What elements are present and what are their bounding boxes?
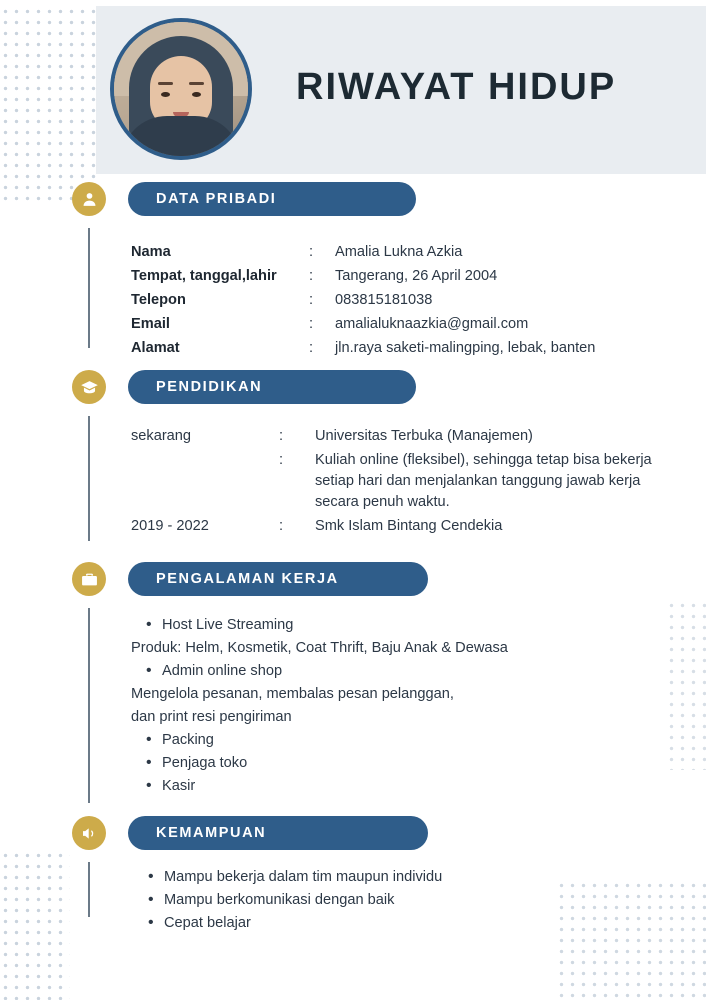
experience-items-2 [131,660,671,683]
table-row [131,288,595,312]
speaker-icon [72,816,106,850]
graduation-cap-icon [72,370,106,404]
avatar-eye-right [192,92,201,97]
row-separator: : [279,517,284,534]
row-separator: : [309,339,314,356]
dot-pattern-right [666,600,706,770]
row-value: 083815181038 [335,291,433,308]
row-label: Email [131,315,170,332]
table-row [131,514,671,538]
row-label: Alamat [131,339,180,356]
row-value: Smk Islam Bintang Cendekia [315,517,503,534]
section-title-data-pribadi: DATA PRIBADI [128,182,416,216]
divider-data-pribadi [88,228,90,348]
experience-note: Produk: Helm, Kosmetik, Coat Thrift, Baju Anak & Dewasa [131,640,508,656]
table-row [131,240,595,264]
briefcase-icon [72,562,106,596]
list-item: • Mampu bekerja dalam tim maupun individu [148,866,668,889]
dot-pattern-top-left [0,6,96,206]
personal-data-table [131,240,595,360]
row-separator: : [309,291,314,308]
row-value: Amalia Lukna Azkia [335,243,463,260]
row-separator: : [279,427,284,444]
divider-pengalaman [88,608,90,803]
education-table [131,424,671,538]
row-label: Tempat, tanggal,lahir [131,267,277,284]
dot-pattern-bottom-left [0,850,70,1000]
table-row [131,264,595,288]
row-label: Telepon [131,291,186,308]
row-label [131,448,279,514]
row-value: amalialuknaazkia@gmail.com [335,315,529,332]
row-separator: : [279,451,284,468]
avatar-eye-left [161,92,170,97]
row-label: sekarang [131,427,192,444]
list-item: • Kasir [146,775,671,798]
row-value: Kuliah online (fleksibel), sehingga tetap bisa bekerja setiap hari dan menjalankan tanggung jawab kerja secara penuh waktu. [315,451,652,510]
experience-items [131,614,671,637]
list-item: • Packing [146,729,671,752]
row-value: Tangerang, 26 April 2004 [335,267,498,284]
section-title-pendidikan: PENDIDIKAN [128,370,416,404]
row-label: Nama [131,243,171,260]
row-separator: : [309,315,314,332]
experience-note-3: dan print resi pengiriman [131,709,292,725]
divider-kemampuan [88,862,90,917]
row-label: 2019 - 2022 [131,517,209,534]
table-row [131,312,595,336]
section-title-pengalaman-kerja: PENGALAMAN KERJA [128,562,428,596]
experience-items-3 [131,729,671,798]
row-separator: : [309,267,314,284]
experience-list [131,614,671,798]
list-item: • Host Live Streaming [146,614,671,637]
avatar [110,18,252,160]
section-title-kemampuan: KEMAMPUAN [128,816,428,850]
list-item: • Admin online shop [146,660,671,683]
avatar-brow-right [189,82,204,85]
row-value: jln.raya saketi-malingping, lebak, banten [335,339,596,356]
avatar-brow-left [158,82,173,85]
list-item: • Mampu berkomunikasi dengan baik [148,889,668,912]
divider-pendidikan [88,416,90,541]
table-row [131,448,671,514]
skills-list [148,866,668,935]
page-title: RIWAYAT HIDUP [296,66,617,108]
list-item: • Penjaga toko [146,752,671,775]
table-row [131,424,671,448]
experience-note-2: Mengelola pesanan, membalas pesan pelanggan, [131,686,454,702]
user-icon [72,182,106,216]
table-row [131,336,595,360]
list-item: • Cepat belajar [148,912,668,935]
row-separator: : [309,243,314,260]
row-value: Universitas Terbuka (Manajemen) [315,427,533,444]
